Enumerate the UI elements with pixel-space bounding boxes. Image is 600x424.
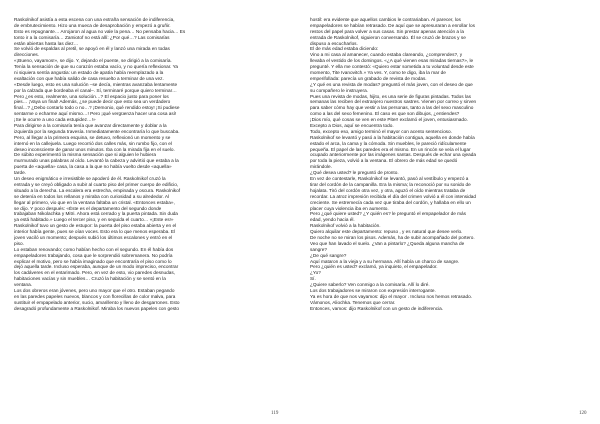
- text-line: Sí.: [310, 276, 316, 282]
- text-line: Pues una revista de modas, hijito, es una serie de figuras pintadas. Todos las: [310, 93, 471, 99]
- text-line: su compañero le instruyera.: [310, 87, 369, 93]
- text-line: ocupado anteriormente por las imágenes santas. Después de echar una ojeada: [310, 152, 477, 158]
- text-line: hojalata. Tiró del cordón otra vez, y otra, aguzó el oído mientras trataba de: [310, 187, 466, 193]
- text-line: Aquí mataron a la vieja y a su hermana. Allí había un charco de sangre.: [310, 258, 460, 264]
- text-line: edad, yendo hacia él.: [310, 217, 355, 223]
- text-line: se detenía en todos los rellanos y miraba con curiosidad a su alrededor. Al: [14, 193, 170, 199]
- text-line: ¿Qué desea usted? le preguntó de pronto.: [310, 170, 399, 176]
- text-line: Un deseo enigmático e irresistible se apoderó de él. Raskolnikof cruzó la: [14, 176, 166, 182]
- text-line: pies… ¡Vaya un final! Además, ¿se puede decir que esto sea un verdadero: [14, 99, 171, 105]
- text-line: tarde.: [14, 170, 27, 176]
- text-line: ¿Quiere saberlo? Ven conmigo a la comisaría. Allí lo diré.: [310, 282, 430, 288]
- text-line: empapeladores trabajando, cosa que le sorprendió sobremanera. No podría: [14, 252, 173, 258]
- text-line: exaltación con que había salido de casa resuelto a terminar de una vez.: [14, 75, 164, 81]
- text-line: semanas las reciben del extranjero nuestros sastres. Vienen por correo y sirven: [310, 99, 477, 105]
- left-page-text: [14, 17, 291, 312]
- text-line: entrada de Raskolnikof, siguieron conversando. Él se cruzó de brazos y se: [310, 34, 466, 40]
- text-line: Pero ¿qué quiere usted? ¿Y quién es? le preguntó el empapelador de más: [310, 211, 467, 217]
- text-line: murmurado unas palabras al oído. Levantó la cabeza y advirtió que estaba a la: [14, 158, 179, 164]
- text-line: pequeña. El papel de las paredes era el mismo. En un rincón se veía el lugar: [310, 146, 471, 152]
- text-line: hostil: era evidente que aquellos cambios le contrariaban. Al parecer, los: [310, 17, 461, 22]
- text-line: empapeladores se habían retrasado. De aquí que se apresuraran a enrollar los: [310, 22, 475, 28]
- text-line: placer cuya violencia iba en aumento.: [310, 205, 389, 211]
- text-line: Se volvió de espaldas al pretil, se apoyó en él y lanzó una mirada en todas: [14, 46, 170, 52]
- text-line: Esto es repugnante… Arrojaron al agua no vale la pena… No pensaba hacia… Es: [14, 28, 186, 34]
- text-line: ni siquiera sentía angustia: un estado de apatía había reemplazado a la: [14, 70, 164, 76]
- text-line: «Desde luego, esto es una solución –se decía, mientras avanzaba lentamente: [14, 81, 178, 87]
- text-line: Para dirigirse a la comisaría tenía que avanzar directamente y doblar a la: [14, 123, 167, 129]
- text-line: dejó aquella tarde. Incluso esperaba, aunque de un modo impreciso, encontrar: [14, 264, 179, 270]
- text-line: Raskolnikof se levantó y pasó a la habitación contigua, aquella en donde había: [310, 134, 475, 140]
- text-line: piso.: [14, 240, 24, 246]
- text-line: Los dos obreros eran jóvenes, pero uno mayor que el otro. Estaban pegando: [14, 287, 175, 293]
- text-line: ¿Y qué es una revista de modas? preguntó el más joven, con el deseo de que: [310, 81, 473, 87]
- text-line: llegar al primero, vio que en la ventana faltaba un cristal. «Entonces estaba»,: [14, 199, 175, 205]
- text-line: De súbito experimentó la misma sensación que si alguien le hubiera: [14, 152, 156, 158]
- text-line: Vino a mi casa al amanecer, cuando estaba clareando, ¿comprendes?, y: [310, 52, 463, 58]
- text-line: final…? ¿Debo contarlo todo o no…? ¡Demonio, qué rendido estoy! ¡Si pudiese: [14, 105, 180, 111]
- text-line: direcciones.: [14, 52, 40, 58]
- text-line: ¿De qué sangre?: [310, 252, 347, 258]
- text-line: Ya es hora de que nos vayamos: dijo el mayor . Incluso nos hemos retrasado.: [310, 293, 472, 299]
- text-line: Todo, excepto eso, amigo terminó el mayor con acento sentencioso.: [310, 128, 452, 134]
- text-line: llevaba el vestido de los domingos. «¿A qué vienen esas miradas tiernas?», le: [310, 58, 474, 64]
- text-line: Pero, al llegar a la primera esquina, se detuvo, reflexionó un momento y se: [14, 134, 171, 140]
- text-line: joven vaciló un momento; después subió los últimos escalones y entró en el: [14, 234, 173, 240]
- text-line: Quiero alquilar este departamento: repuso , y es natural que desee verlo.: [310, 229, 463, 235]
- text-line: ventana.: [14, 282, 33, 288]
- text-line: «¡Bueno, vayamos!», se dijo. Y, dejando el puente, se dirigió a la comisaría.: [14, 58, 172, 64]
- text-line: ¡Se le ocurre a uno cada estupidez…!»: [14, 117, 96, 123]
- text-line: como a las del sexo femenino. El caso es que son dibujos, ¿entiendes?: [310, 111, 460, 117]
- text-line: Raskolnikof volvió a la habitación.: [310, 223, 381, 229]
- text-line: los cadáveres en el entarimado. Pero, en vez de esto, vio paredes desnudas,: [14, 270, 176, 276]
- text-line: desagradó profundamente a Raskolnikof. Miraba los nuevos papeles con gesto: [14, 305, 179, 311]
- text-line: restos del papel para volver a sus casas. Sin prestar apenas atención a la: [310, 28, 464, 34]
- text-line: trabajaban Nikolachka y Mitri. Ahora está cerrado y la puerta pintada. Sin duda: [14, 211, 178, 217]
- text-line: momento, Tite Ivanovitch.» Ya ves. Y, como te digo, iba la mar de: [310, 70, 446, 76]
- text-line: estado el arca, la cama y la cómoda. Sin muebles, le pareció ridículamente: [310, 140, 467, 146]
- text-line: deseo inconsciente de ganar unos minutos. Iba con la mirada fija en el suelo.: [14, 146, 175, 152]
- text-line: Raskolnikof tuvo un gesto de estupor: la puerta del piso estaba abierta y en el: [14, 223, 177, 229]
- text-line: interior había gente, pues se oían voces. Esto era lo que menos esperaba. El: [14, 229, 176, 235]
- text-line: pregunté. Y ella me contestó: «Quiero estar sometida a tu voluntad desde este: [310, 64, 474, 70]
- text-line: sentarme o echarme aquí mismo…! Pero ¡qué vergüenza hacer una cosa así!: [14, 111, 177, 117]
- text-line: sustituir el empapelado anterior, sucio, amarillento y lleno de desgarrones. Esto: [14, 299, 180, 305]
- text-line: internó en la callejuela. Luego recorrió dos calles más, sin rumbo fijo, con el: [14, 140, 172, 146]
- right-page-number: 120: [579, 411, 587, 416]
- text-line: Veo que han lavado el suelo. ¿Van a pintarlo? ¿Queda alguna mancha de: [310, 240, 465, 246]
- text-line: Los dos trabajadores se miraron con expresión interrogante.: [310, 287, 436, 293]
- text-line: Raskolnikof asistía a esta escena con una extraña sensación de indiferencia,: [14, 17, 175, 22]
- text-line: emperifollada: parecía un grabado de revista de modas.: [310, 75, 427, 81]
- text-line: situado a la derecha. La escalera era estrecha, empinada y oscura. Raskolnikof: [14, 187, 181, 193]
- text-line: Entonces, vamos: dijo Raskolnikof con un gesto de indiferencia.: [310, 305, 444, 311]
- text-line: Tenía la sensación de que su corazón estaba vacío, y no quería reflexionar. Ya: [14, 64, 179, 70]
- text-line: dispuso a escucharlos.: [310, 40, 358, 46]
- text-line: están abiertas hasta las diez…: [14, 40, 79, 46]
- text-line: Pero ¿quién es usted? exclamó, ya inquieto, el empapelador.: [310, 264, 438, 270]
- text-line: creciente. Se estremecía cada vez que tiraba del cordón, y hallaba en ello un: [310, 199, 471, 205]
- text-line: se dijo. Y poco después: «Éste es el departamento del segundo donde: [14, 205, 162, 211]
- text-line: Pero ¿es esto, realmente, una solución…? El espacio justo para poner los: [14, 93, 169, 99]
- text-line: ¡Dios mío, qué cosas se ven en este Piter! exclamó el joven, entusiasmado.: [310, 117, 468, 123]
- text-line: Excepto a Dios, aquí se encuentra todo.: [310, 123, 394, 129]
- text-line: En vez de contestarle, Raskolnikof se levantó, pasó al vestíbulo y empezó a: [310, 176, 469, 182]
- text-line: puerta de «aquella» casa, la casa a la que no había vuelto desde «aquella»: [14, 164, 172, 170]
- text-line: habitaciones vacías y sin muebles… Cruzó la habitación y se sentó en la: [14, 276, 166, 282]
- text-line: El de más edad estaba diciendo:: [310, 46, 379, 52]
- text-line: izquierda por la segunda travesía. Inmediatamente encontraría lo que buscaba.: [14, 128, 180, 134]
- text-line: para saber cómo hay que vestir a las personas, tanto a las del sexo masculino: [310, 105, 474, 111]
- text-line: en las paredes papeles nuevos, blancos y con florecillas de color malva, para: [14, 293, 176, 299]
- text-line: recordar. La atroz impresión recibida el día del crimen volvió a él con intensidad: [310, 193, 477, 199]
- right-page: [300, 0, 600, 424]
- text-line: tirar del cordón de la campanilla. Era la misma; la reconoció por su sonido de: [310, 181, 471, 187]
- text-line: por la calzada que bordeaba el canal–. Sí, terminaré porque quiero terminar…: [14, 87, 177, 93]
- text-line: ¿Yo?: [310, 270, 321, 276]
- text-line: ya está habitado.» Luego el tercer piso, y en seguida el cuarto… «¡Este es!»: [14, 217, 174, 223]
- text-line: tonto ir a la comisaría… Zamiotof no está allí: ¿Por qué…? Las comisarías: [14, 34, 170, 40]
- right-page-text: [310, 17, 591, 312]
- text-line: entrada y se creyó obligado a subir al cuarto piso del primer cuerpo de edificio,: [14, 181, 179, 187]
- text-line: por toda la pieza, volvió a la ventana. El obrero de más edad se quedó: [310, 158, 458, 164]
- text-line: mirándole.: [310, 164, 332, 170]
- text-line: sangre?: [310, 246, 327, 252]
- text-line: de embrutecimiento. Hizo una mueca de desaprobación y empezó a gruñir.: [14, 22, 171, 28]
- text-line: explicar el motivo, pero se había imaginado que encontraría el piso como lo: [14, 258, 172, 264]
- text-line: Lo estaban renovando; como habían hecho con el segundo. En él había dos: [14, 246, 174, 252]
- text-line: De noche no se miran los pisos. Además, ha de subir acompañado del portero.: [310, 234, 475, 240]
- text-line: Vámonos, Aliochka. Tenemos que cerrar.: [310, 299, 396, 305]
- left-page-number: 119: [271, 411, 279, 416]
